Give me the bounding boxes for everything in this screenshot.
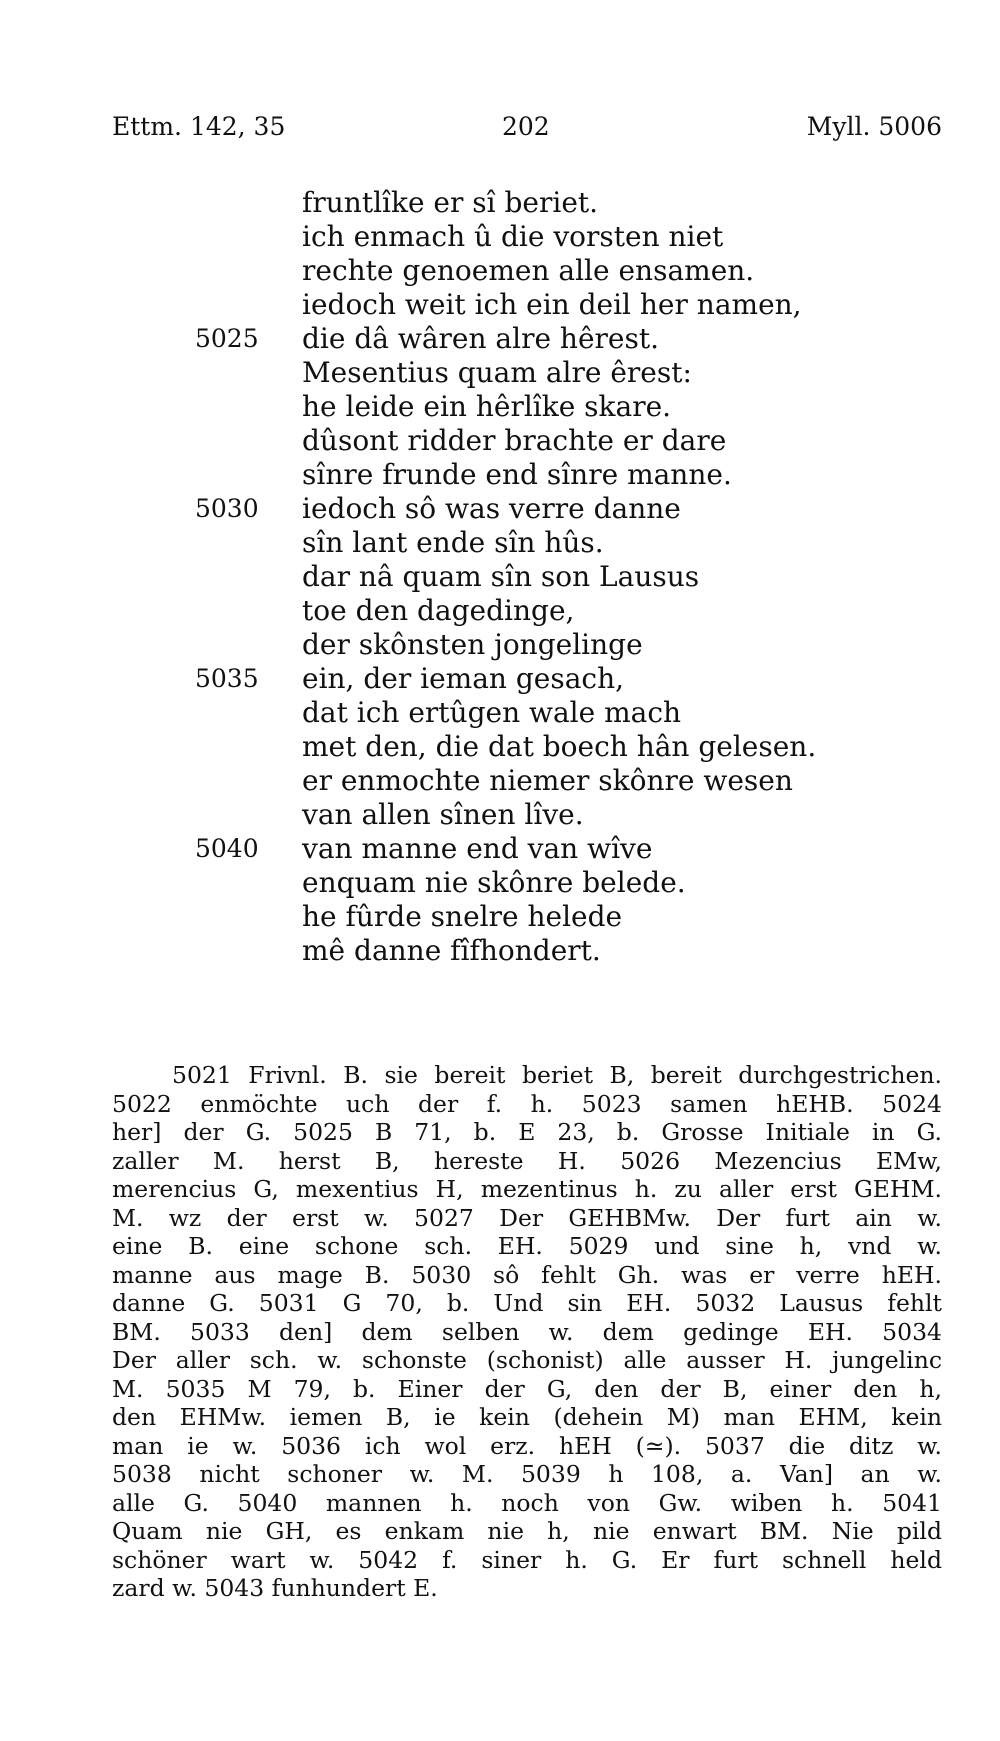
verse-line [0, 934, 1000, 968]
verse-line-text: van manne end van wîve [302, 832, 653, 865]
verse-line-text: iedoch sô was verre danne [302, 492, 681, 525]
apparatus-line: alle G. 5040 mannen h. noch von Gw. wiben h. 5041 [112, 1488, 942, 1517]
verse-line [0, 220, 1000, 254]
verse-line-text: iedoch weit ich ein deil her namen, [302, 288, 802, 321]
verse-line [0, 424, 1000, 458]
line-number: 5030 [195, 494, 259, 523]
verse-line-text: fruntlîke er sî beriet. [302, 186, 599, 219]
apparatus-line: her] der G. 5025 B 71, b. E 23, b. Grosse Initiale in G. [112, 1118, 942, 1146]
verse-line-text: die dâ wâren alre hêrest. [302, 322, 659, 355]
verse-line-text: toe den dagedinge, [302, 594, 575, 627]
apparatus-line: BM. 5033 den] dem selben w. dem gedinge EH. 5034 [112, 1317, 942, 1346]
verse-text [0, 186, 1000, 968]
line-number: 5035 [195, 664, 259, 693]
apparatus-line: M. 5035 M 79, b. Einer der G, den der B, einer den h, [112, 1374, 942, 1403]
verse-line [0, 628, 1000, 662]
verse-line-text: sîn lant ende sîn hûs. [302, 526, 604, 559]
verse-line [0, 254, 1000, 288]
verse-line [0, 730, 1000, 764]
verse-line-text: sînre frunde end sînre manne. [302, 458, 732, 491]
verse-line [0, 696, 1000, 730]
verse-line-text: van allen sînen lîve. [302, 798, 584, 831]
verse-line-text: dat ich ertûgen wale mach [302, 696, 682, 729]
apparatus-line: M. wz der erst w. 5027 Der GEHBMw. Der furt ain w. [112, 1203, 942, 1232]
apparatus-line: 5021 Frivnl. B. sie bereit beriet B, bereit durchgestrichen. [172, 1061, 942, 1089]
apparatus-line: danne G. 5031 G 70, b. Und sin EH. 5032 Lausus fehlt [112, 1289, 942, 1317]
verse-line [0, 662, 1000, 696]
verse-line [0, 798, 1000, 832]
apparatus-line: eine B. eine schone sch. EH. 5029 und sine h, vnd w. [112, 1232, 942, 1260]
verse-line-text: mê danne fîfhondert. [302, 934, 601, 967]
verse-line [0, 492, 1000, 526]
verse-line [0, 186, 1000, 220]
verse-line [0, 458, 1000, 492]
verse-line [0, 526, 1000, 560]
verse-line [0, 322, 1000, 356]
verse-line-text: he leide ein hêrlîke skare. [302, 390, 672, 423]
apparatus-line: zard w. 5043 funhundert E. [112, 1574, 438, 1602]
apparatus-line: den EHMw. iemen B, ie kein (dehein M) man EHM, kein [112, 1403, 942, 1431]
apparatus-line: merencius G, mexentius H, mezentinus h. zu aller erst GEHM. [112, 1175, 942, 1203]
verse-line-text: Mesentius quam alre êrest: [302, 356, 692, 389]
verse-line-text: ein, der ieman gesach, [302, 662, 625, 695]
header-edition-ref: Myll. 5006 [806, 112, 942, 141]
verse-line [0, 900, 1000, 934]
verse-line [0, 560, 1000, 594]
verse-line [0, 594, 1000, 628]
verse-line-text: he fûrde snelre helede [302, 900, 623, 933]
apparatus-line: 5022 enmöchte uch der f. h. 5023 samen hEHB. 5024 [112, 1089, 942, 1118]
verse-line-text: er enmochte niemer skônre wesen [302, 764, 793, 797]
apparatus-line: man ie w. 5036 ich wol erz. hEH (≃). 5037 die ditz w. [112, 1431, 942, 1460]
line-number: 5040 [195, 834, 259, 863]
header-source-ref: Ettm. 142, 35 [112, 112, 286, 141]
verse-line [0, 390, 1000, 424]
apparatus-line: Quam nie GH, es enkam nie h, nie enwart BM. Nie pild [112, 1517, 942, 1545]
apparatus-line: schöner wart w. 5042 f. siner h. G. Er furt schnell held [112, 1545, 942, 1574]
verse-line [0, 866, 1000, 900]
verse-line-text: rechte genoemen alle ensamen. [302, 254, 755, 287]
apparatus-line: Der aller sch. w. schonste (schonist) alle ausser H. jungelinc [112, 1346, 942, 1374]
verse-line-text: der skônsten jongelinge [302, 628, 643, 661]
verse-line-text: ich enmach û die vorsten niet [302, 220, 724, 253]
verse-line [0, 832, 1000, 866]
verse-line [0, 288, 1000, 322]
apparatus-line: zaller M. herst B, hereste H. 5026 Mezencius EMw, [112, 1146, 942, 1175]
verse-line [0, 356, 1000, 390]
critical-apparatus [112, 1061, 942, 1603]
verse-line-text: met den, die dat boech hân gelesen. [302, 730, 817, 763]
running-header [112, 112, 942, 148]
apparatus-line: 5038 nicht schoner w. M. 5039 h 108, a. Van] an w. [112, 1460, 942, 1488]
verse-line-text: dûsont ridder brachte er dare [302, 424, 727, 457]
page-number: 202 [502, 112, 550, 141]
line-number: 5025 [195, 324, 259, 353]
apparatus-line: manne aus mage B. 5030 sô fehlt Gh. was er verre hEH. [112, 1260, 942, 1289]
verse-line-text: dar nâ quam sîn son Lausus [302, 560, 700, 593]
verse-line-text: enquam nie skônre belede. [302, 866, 686, 899]
verse-line [0, 764, 1000, 798]
